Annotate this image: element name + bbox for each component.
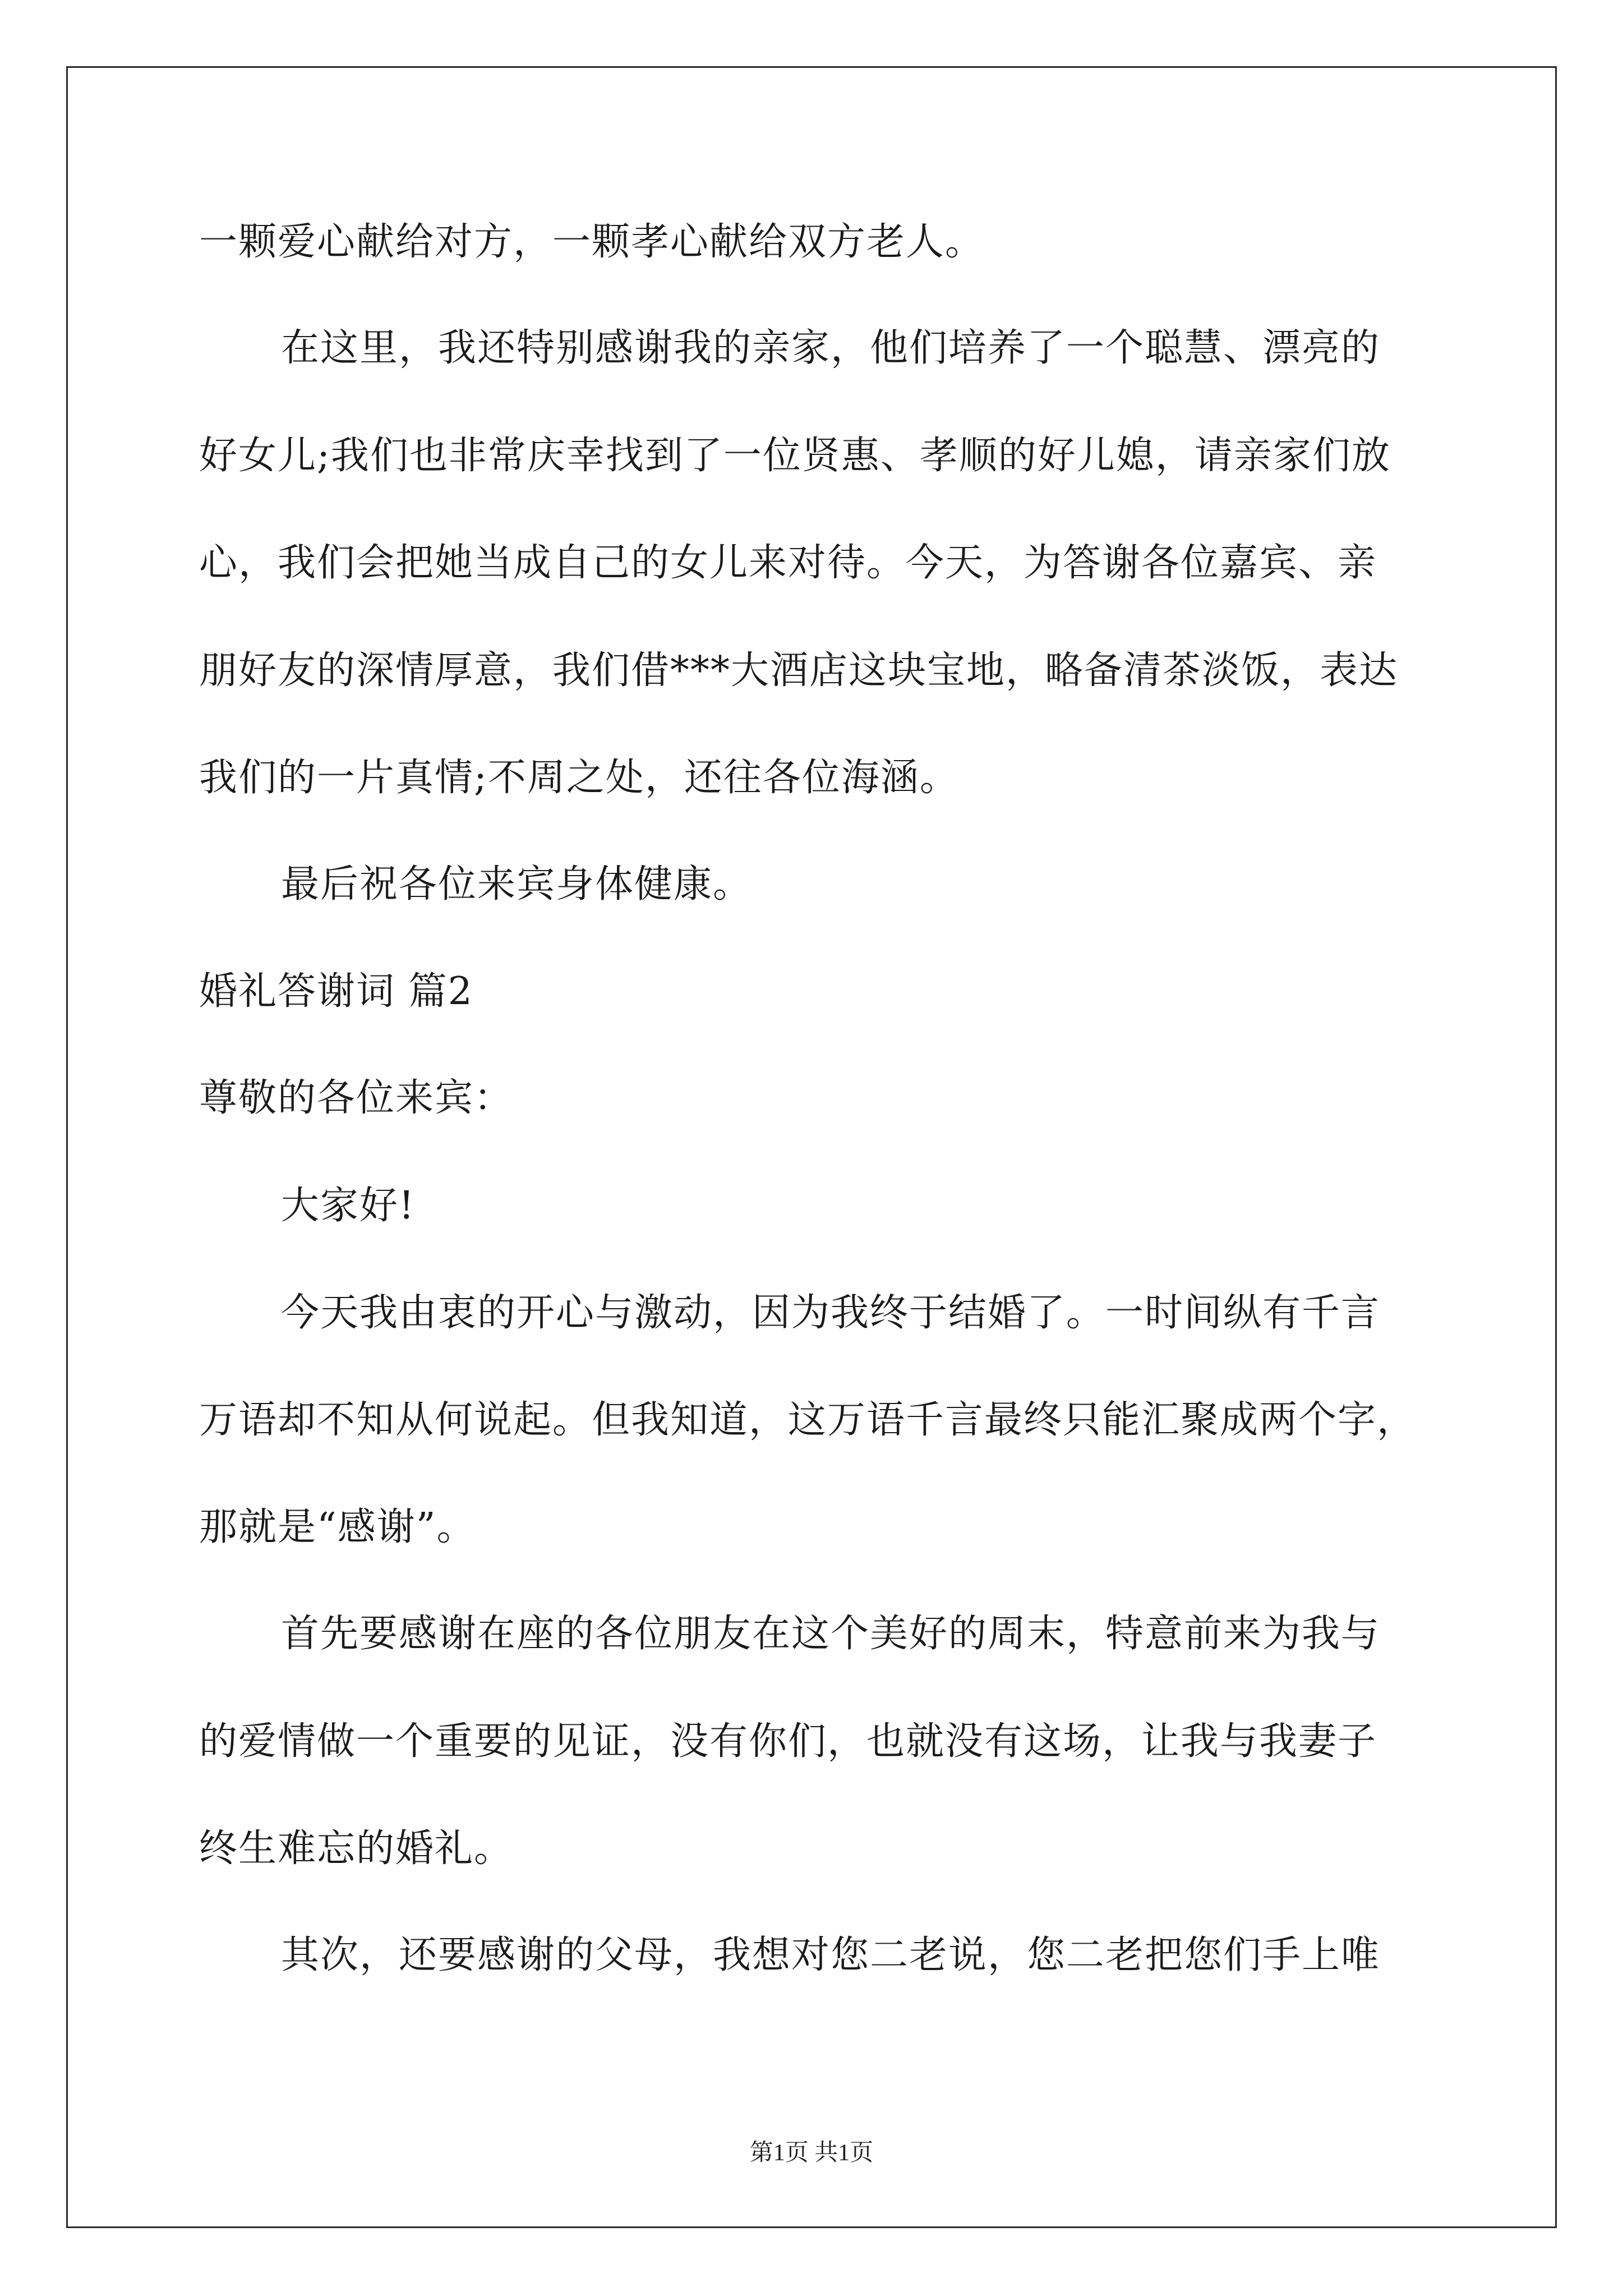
text-line: 一颗爱心献给对方，一颗孝心献给双方老人。 — [199, 220, 985, 264]
page-border — [66, 66, 1557, 2228]
paragraph-start: 最后祝各位来宾身体健康。 — [281, 862, 753, 907]
paragraph-start: 今天我由衷的开心与激动，因为我终于结婚了。一时间纵有千言 — [281, 1291, 1381, 1335]
paragraph-start: 首先要感谢在座的各位朋友在这个美好的周末，特意前来为我与 — [281, 1612, 1381, 1656]
text-line: 心，我们会把她当成自己的女儿来对待。今天，为答谢各位嘉宾、亲 — [199, 541, 1377, 585]
salutation: 尊敬的各位来宾： — [199, 1076, 514, 1120]
paragraph-start: 大家好! — [281, 1184, 416, 1228]
text-line: 我们的一片真情;不周之处，还往各位海涵。 — [199, 756, 959, 800]
text-line: 好女儿;我们也非常庆幸找到了一位贤惠、孝顺的好儿媳，请亲家们放 — [199, 434, 1391, 478]
paragraph-start: 在这里，我还特别感谢我的亲家，他们培养了一个聪慧、漂亮的 — [281, 326, 1381, 370]
text-line: 朋好友的深情厚意，我们借***大酒店这块宝地，略备清茶淡饭，表达 — [199, 648, 1399, 693]
text-line: 那就是“感谢”。 — [199, 1505, 476, 1549]
paragraph-start: 其次，还要感谢的父母，我想对您二老说，您二老把您们手上唯 — [281, 1933, 1381, 1977]
text-line: 的爱情做一个重要的见证，没有你们，也就没有这场，让我与我妻子 — [199, 1719, 1377, 1764]
text-line: 万语却不知从何说起。但我知道，这万语千言最终只能汇聚成两个字， — [199, 1398, 1417, 1442]
text-line: 终生难忘的婚礼。 — [199, 1826, 514, 1871]
section-heading: 婚礼答谢词 篇2 — [199, 969, 473, 1014]
page-footer: 第1页 共1页 — [749, 2140, 874, 2166]
